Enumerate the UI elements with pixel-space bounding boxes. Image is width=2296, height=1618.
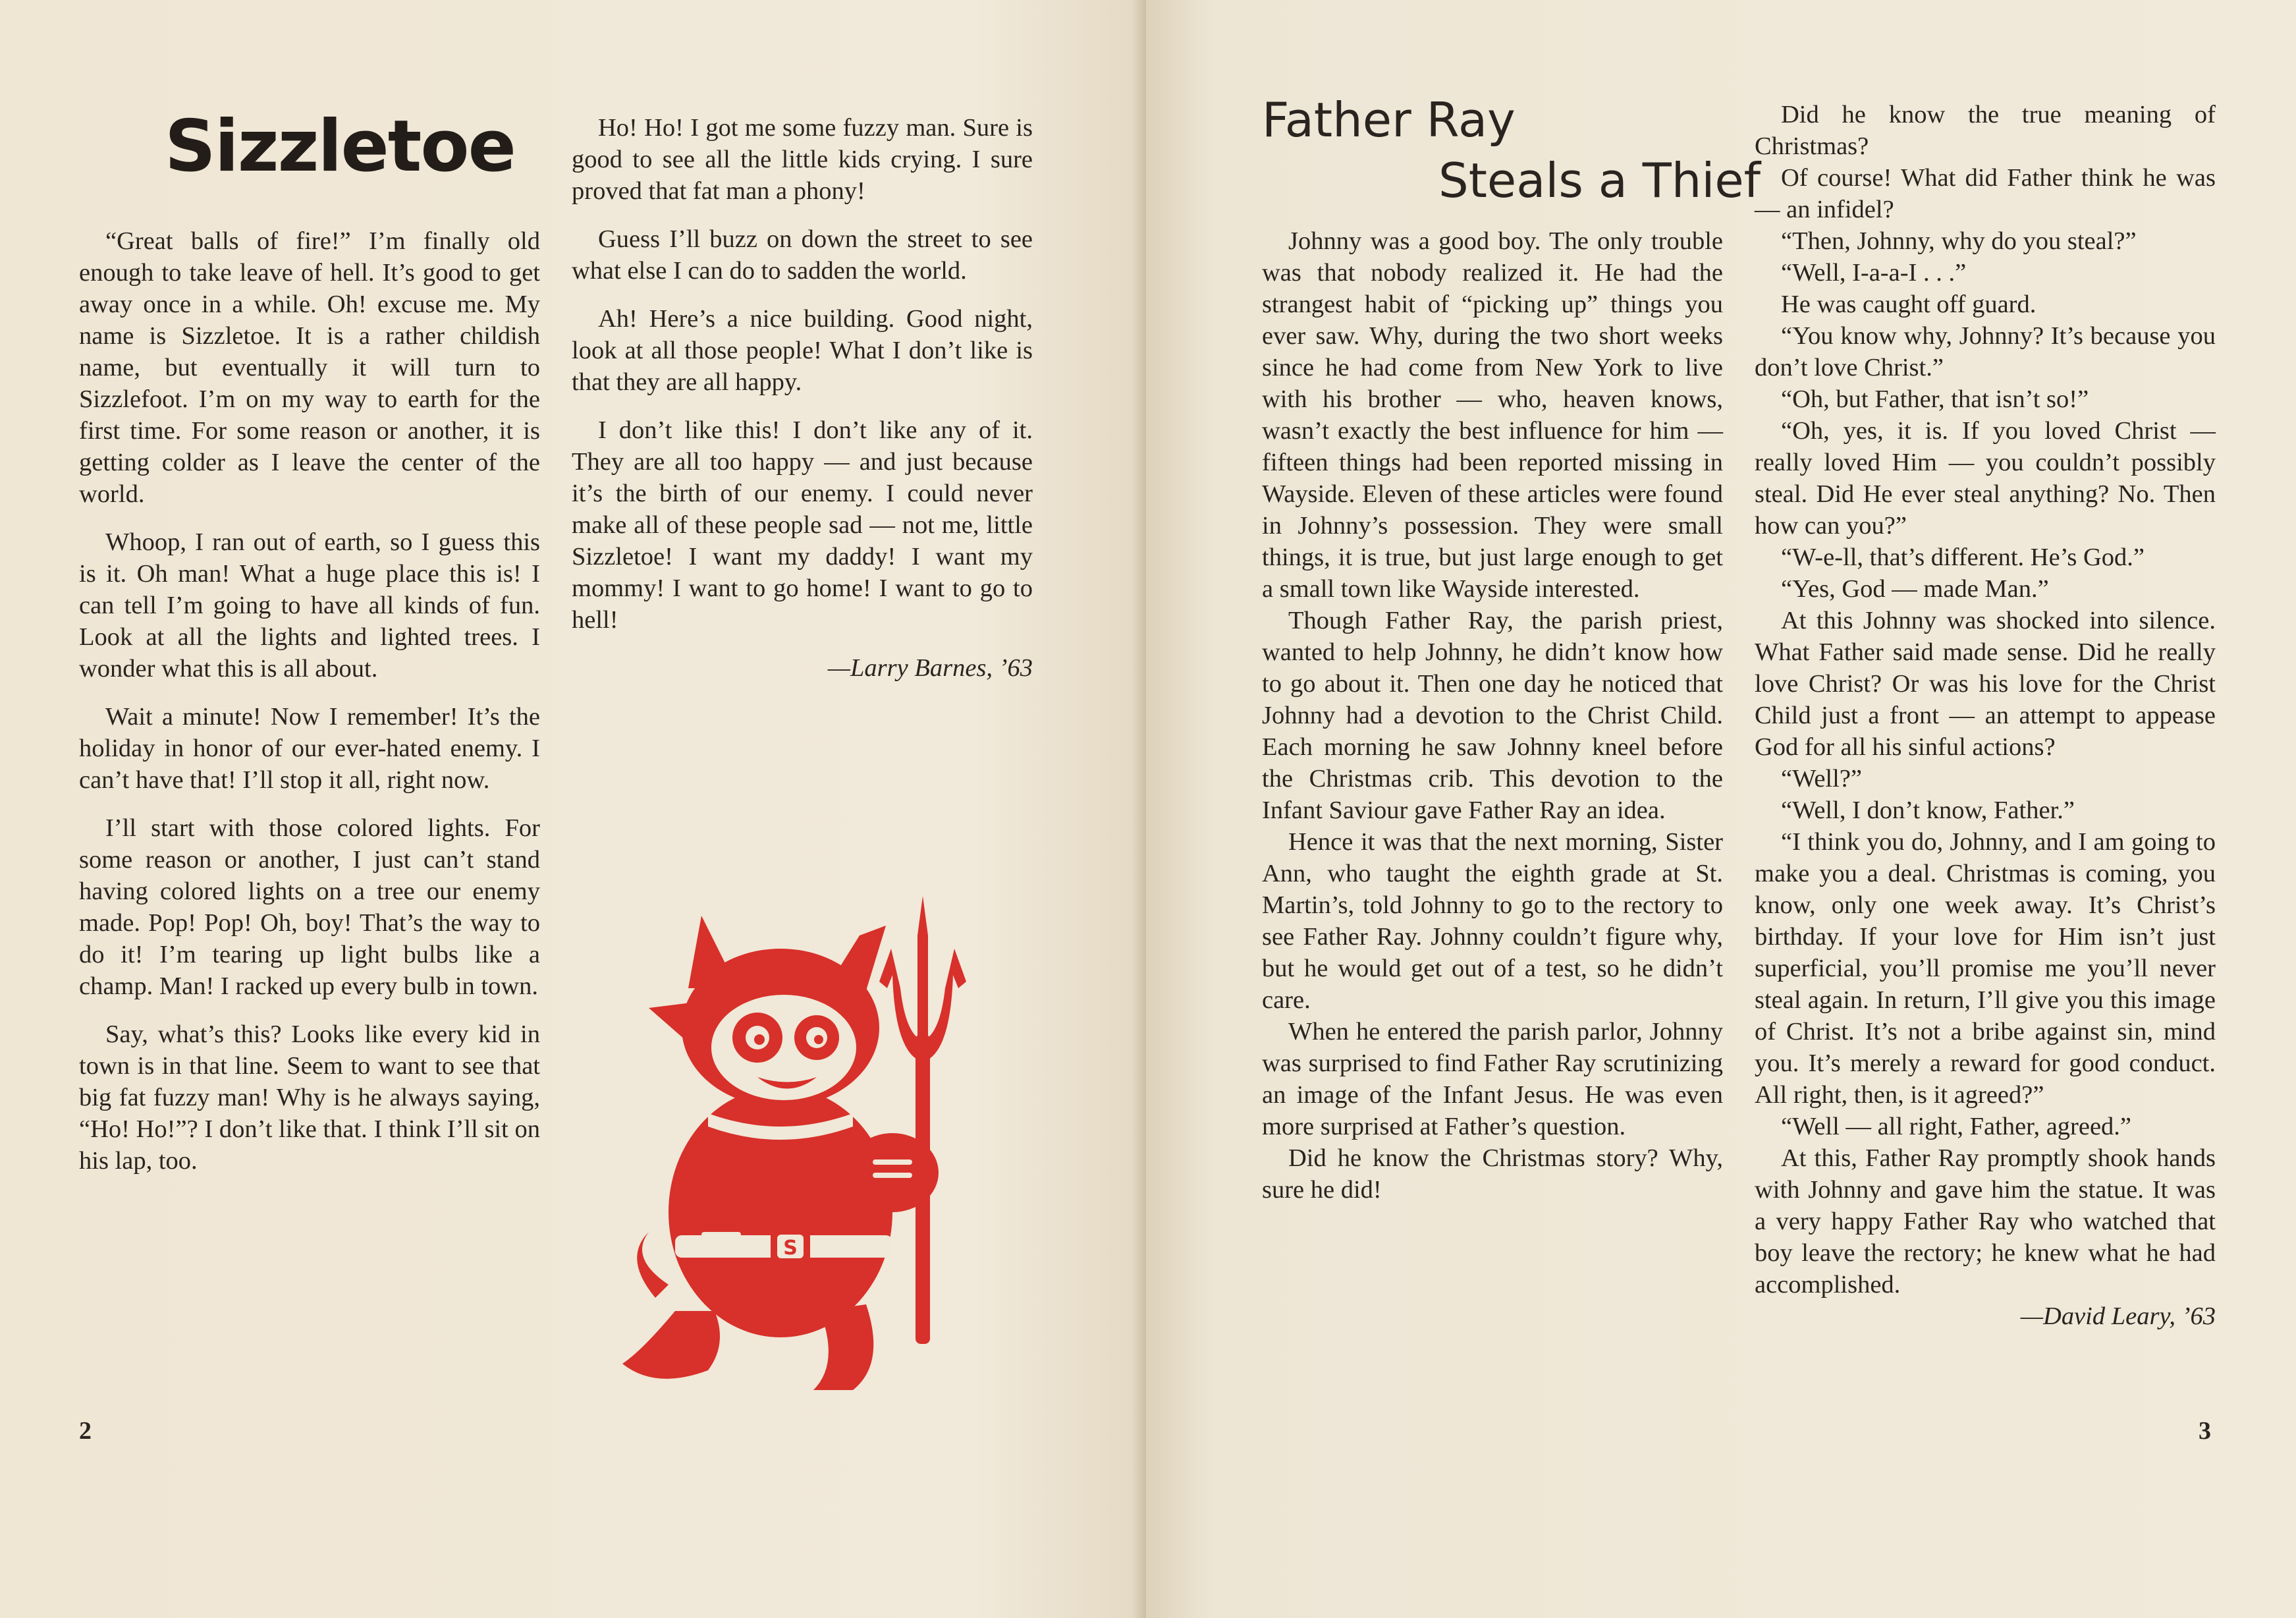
story-title-sizzletoe: Sizzletoe [165,105,515,188]
paragraph: Whoop, I ran out of earth, so I guess this is it. Oh man! What a huge place this is! I can tell I’m going to have all kinds of fun. Look at all the lights and lighted trees. I wonder what this is all about. [79,528,540,683]
paragraph: Say, what’s this? Looks like every kid in town is in that line. Seem to want to see that big fat fuzzy man! Why is he always saying, “Ho! Ho!”? I don’t like that. I think I’ll sit on his lap, too. [79,1020,540,1175]
author-signature: —David Leary, ’63 [2020,1302,2216,1330]
author-signature: —Larry Barnes, ’63 [827,654,1033,682]
father-ray-column-2 [1755,99,2216,1332]
paragraph: “Well?” [1781,765,1863,793]
page-number: 3 [2199,1417,2211,1445]
paragraph: “You know why, Johnny? It’s because you don’t love Christ.” [1755,322,2216,381]
devil-badge-letter: S [783,1237,798,1260]
paragraph: Of course! What did Father think he was — an infidel? [1755,164,2216,223]
paragraph: “Yes, God — made Man.” [1781,575,2049,603]
paragraph: Though Father Ray, the parish priest, wanted to help Johnny, he didn’t know how to go about it. Then one day he noticed that Johnny had a devotion to the Christ Child. Each morning he saw Johnny kneel before the Christmas crib. This devotion to the Infant Saviour gave Father Ray an idea. [1262,607,1723,824]
father-ray-column-1 [1262,225,1723,1206]
paragraph: He was caught off guard. [1781,291,2036,318]
paragraph: Ah! Here’s a nice building. Good night, look at all those people! What I don’t like is that they are all happy. [572,305,1033,396]
paragraph: “Oh, but Father, that isn’t so!” [1781,385,2089,413]
paragraph: Did he know the true meaning of Christmas? [1755,101,2216,160]
paragraph: “Great balls of fire!” I’m finally old enough to take leave of hell. It’s good to get away once in a while. Oh! excuse me. My name is Sizzletoe. It is a rather childish name, but eventually it will turn to Sizzlefoot. I’m on my way to earth for the first time. For some reason or another, it is getting colder as I leave the center of the world. [79,227,540,508]
paragraph: I don’t like this! I don’t like any of it. They are all too happy — and just because it’s the birth of our enemy. I could never make all of these people sad — not me, little Sizzletoe! I want my daddy! I want my mommy! I want to go home! I want to go to hell! [572,416,1033,634]
paragraph: “Well — all right, Father, agreed.” [1781,1113,2132,1140]
red-devil-with-pitchfork-icon [603,889,1064,1403]
paragraph: “Oh, yes, it is. If you loved Christ — really loved Him — you couldn’t possibly steal. Did He ever steal anything? No. Then how can you?” [1755,417,2216,540]
paragraph: When he entered the parish parlor, Johnny was surprised to find Father Ray scrutinizing an image of the Infant Jesus. He was even more surprised at Father’s question. [1262,1018,1723,1140]
paragraph: Wait a minute! Now I remember! It’s the holiday in honor of our ever-hated enemy. I can’t have that! I’ll stop it all, right now. [79,703,540,794]
story-title-line-1: Father Ray [1262,92,1516,148]
paragraph: “Well, I-a-a-I . . .” [1781,259,1967,287]
paragraph: “W-e-ll, that’s different. He’s God.” [1781,544,2145,571]
paragraph: Hence it was that the next morning, Sister Ann, who taught the eighth grade at St. Martin’s, told Johnny to go to the rectory to see Father Ray. Johnny couldn’t figure why, but he would get out of a test, so he didn’t care. [1262,828,1723,1014]
sizzletoe-column-2 [572,112,1033,684]
paragraph: I’ll start with those colored lights. For some reason or another, I just can’t stand having colored lights on a tree our enemy made. Pop! Pop! Oh, boy! That’s the way to do it! I’m tearing up light bulbs like a champ. Man! I racked up every bulb in town. [79,814,540,1000]
paragraph: “Well, I don’t know, Father.” [1781,796,2075,824]
paragraph: At this, Father Ray promptly shook hands with Johnny and gave him the statue. It was a very happy Father Ray who watched that boy leave the rectory; he knew what he had accomplished. [1755,1144,2216,1298]
sizzletoe-column-1 [79,225,540,1193]
paragraph: “I think you do, Johnny, and I am going to make you a deal. Christmas is coming, you know, only one week away. It’s Christ’s birthday. If your love for Him isn’t just superficial, you’ll promise me you’ll never steal again. In return, I’ll give you this image of Christ. It’s not a bribe against sin, mind you. It’s merely a reward for good conduct. All right, then, is it agreed?” [1755,828,2216,1109]
story-title-line-2: Steals a Thief [1438,153,1761,208]
paragraph: Did he know the Christmas story? Why, sure he did! [1262,1144,1723,1204]
right-page [1146,0,2296,1618]
paragraph: At this Johnny was shocked into silence. What Father said made sense. Did he really love Christ? Or was his love for the Christ Child just a front — an attempt to appease God for all his sinful actions? [1755,607,2216,761]
paragraph: “Then, Johnny, why do you steal?” [1781,227,2137,255]
paragraph: Ho! Ho! I got me some fuzzy man. Sure is good to see all the little kids crying. I sure proved that fat man a phony! [572,114,1033,205]
left-page [0,0,1146,1618]
paragraph: Guess I’ll buzz on down the street to see what else I can do to sadden the world. [572,225,1033,285]
paragraph: Johnny was a good boy. The only trouble was that nobody realized it. He had the strangest habit of “picking up” things you ever saw. Why, during the two short weeks since he had come from New York to live with his brother — who, heaven knows, wasn’t exactly the best influence for him — fifteen things had been reported missing in Wayside. Eleven of these articles were found in Johnny’s possession. They were small things, it is true, but just large enough to get a small town like Wayside interested. [1262,227,1723,603]
page-number: 2 [79,1417,92,1445]
